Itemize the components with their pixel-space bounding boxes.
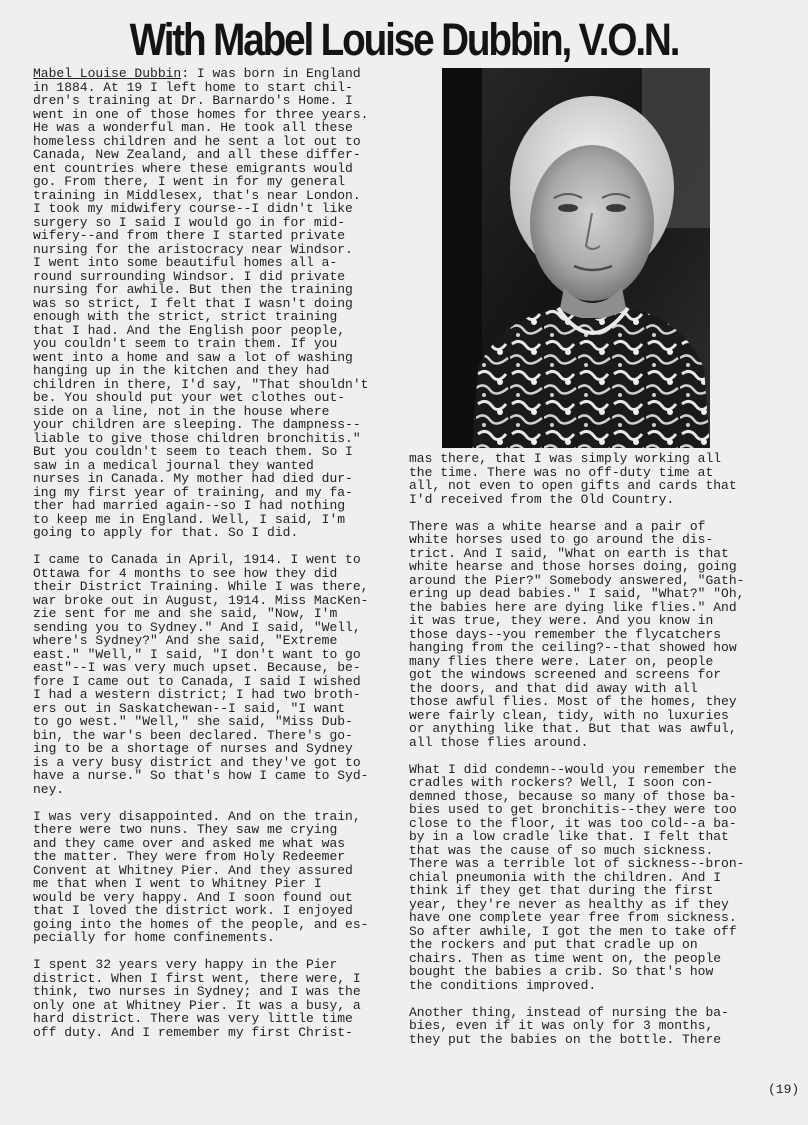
text-line: What I did condemn--would you remember the xyxy=(409,761,737,777)
text-line: or anything like that. But that was awful, xyxy=(409,721,737,736)
text-line: fore I came out to Canada, I said I wished xyxy=(33,673,361,689)
text-line: ing to be a shortage of nurses and Sydney xyxy=(33,741,353,756)
text-line: pecially for home confinements. xyxy=(33,930,275,945)
text-line: many flies there were. Later on, people xyxy=(409,653,714,669)
portrait-photo xyxy=(442,68,710,448)
text-line xyxy=(33,67,403,81)
text-line: have a nurse." So that's how I came to Syd- xyxy=(33,768,369,783)
text-line: There was a terrible lot of sickness--bron- xyxy=(409,856,745,871)
text-line: Ottawa for 4 months to see how they did xyxy=(33,565,338,581)
text-line: training in Middlesex, that's near London. xyxy=(33,187,361,203)
text-line: the conditions improved. xyxy=(409,977,597,993)
text-line: year, they're never as healthy as if they xyxy=(409,896,729,912)
text-line: would be very happy. And I soon found out xyxy=(33,889,353,905)
text-line: homeless children and he sent a lot out to xyxy=(33,133,361,149)
page-number: (19) xyxy=(768,1082,800,1097)
right-text-column xyxy=(409,452,789,1046)
text-line: zie sent for me and she said, "Now, I'm xyxy=(33,606,338,621)
text-line: Canada, New Zealand, and all these differ- xyxy=(33,147,361,162)
text-line: white horses used to go around the dis- xyxy=(409,532,714,547)
text-line: went into a home and saw a lot of washing xyxy=(33,349,353,365)
text-line: that was the cause of so much sickness. xyxy=(409,842,714,858)
text-line: wifery--and from there I started private xyxy=(33,228,346,243)
text-line: east"--I was very much upset. Because, be- xyxy=(33,660,361,675)
text-line: where's Sydney?" And she said, "Extreme xyxy=(33,633,338,648)
text-line: I went into some beautiful homes all a- xyxy=(33,255,338,270)
text-line-rest: : I was born in England xyxy=(181,66,361,81)
text-line: off duty. And I remember my first Christ- xyxy=(33,1024,353,1040)
text-line: mas there, that I was simply working all xyxy=(409,451,722,466)
text-line: cradles with rockers? Well, I soon con- xyxy=(409,775,714,790)
text-line: there were two nuns. They saw me crying xyxy=(33,822,338,837)
text-line: But you couldn't seem to teach them. So I xyxy=(33,444,353,459)
text-line: only one at Whitney Pier. It was a busy, a xyxy=(33,997,361,1013)
text-line: trict. And I said, "What on earth is that xyxy=(409,545,729,561)
text-line: those days--you remember the flycatchers xyxy=(409,626,722,642)
text-line: white hearse and those horses doing, going xyxy=(409,559,737,574)
text-line: surgery so I said I would go in for mid- xyxy=(33,214,346,230)
text-line: was so strict, I felt that I wasn't doing xyxy=(33,295,353,311)
text-line: got the windows screened and screens for xyxy=(409,667,722,682)
text-line: you couldn't seem to train them. If you xyxy=(33,336,338,351)
text-line: nursing for awhile. But then the training xyxy=(33,282,353,297)
text-line: and they came over and asked me what was xyxy=(33,835,346,851)
paragraph-break xyxy=(409,506,789,520)
text-line: the time. There was no off-duty time at xyxy=(409,464,714,480)
text-line: is a very busy district and they've got to xyxy=(33,754,361,770)
text-line: I spent 32 years very happy in the Pier xyxy=(33,957,338,972)
text-line: bought the babies a crib. So that's how xyxy=(409,964,714,979)
text-line: your children are sleeping. The dampness-- xyxy=(33,417,361,432)
text-line: think, two nurses in Sydney; and I was the xyxy=(33,984,361,999)
speaker-name: Mabel Louise Dubbin xyxy=(33,66,182,81)
text-line: hanging up in the kitchen and they had xyxy=(33,363,330,378)
text-line: that I had. And the English poor people, xyxy=(33,322,346,338)
text-line: bies, even if it was only for 3 months, xyxy=(409,1018,714,1033)
text-line: east." "Well," I said, "I don't want to go xyxy=(33,646,361,662)
text-line: going into the homes of the people, and es- xyxy=(33,916,369,932)
text-line: the babies here are dying like flies." And xyxy=(409,599,737,615)
text-line: So after awhile, I got the men to take off xyxy=(409,923,737,939)
text-line: those awful flies. Most of the homes, they xyxy=(409,694,737,709)
text-line: go. From there, I went in for my general xyxy=(33,174,346,189)
text-line: hard district. There was very little time xyxy=(33,1011,353,1026)
text-line: close to the floor, it was too cold--a ba- xyxy=(409,815,737,831)
text-line: I was very disappointed. And on the train, xyxy=(33,808,361,824)
text-line: ering up dead babies." I said, "What?" "Oh, xyxy=(409,586,745,601)
text-line: hanging from the ceiling?--that showed how xyxy=(409,640,737,655)
text-line: Convent at Whitney Pier. And they assured xyxy=(33,862,353,878)
paragraph-break xyxy=(409,749,789,763)
text-line: demned those, because so many of those ba- xyxy=(409,788,737,804)
paragraph-break xyxy=(33,796,403,810)
text-line: that I loved the district work. I enjoyed xyxy=(33,903,353,918)
text-line: all those flies around. xyxy=(409,734,589,750)
text-line: I came to Canada in April, 1914. I went to xyxy=(33,552,361,567)
text-line: it was true, they were. And you know in xyxy=(409,613,714,628)
text-line: ing my first year of training, and my fa- xyxy=(33,484,353,500)
text-line: bies used to get bronchitis--they were too xyxy=(409,802,737,817)
text-line: He was a wonderful man. He took all these xyxy=(33,120,353,135)
paragraph-break xyxy=(409,992,789,1006)
paragraph-break xyxy=(33,540,403,554)
text-line: the doors, and that did away with all xyxy=(409,680,698,696)
text-line: the rockers and put that cradle up on xyxy=(409,937,698,952)
text-line: ther had married again--so I had nothing xyxy=(33,498,346,513)
text-line: by in a low cradle like that. I felt that xyxy=(409,829,729,844)
text-line: ney. xyxy=(33,781,65,797)
text-line: There was a white hearse and a pair of xyxy=(409,518,706,534)
text-line: all, not even to open gifts and cards that xyxy=(409,478,737,493)
text-line: the matter. They were from Holy Redeemer xyxy=(33,849,346,864)
text-line: saw in a medical journal they wanted xyxy=(33,457,314,473)
text-line: sending you to Sydney." And I said, "Well, xyxy=(33,619,361,635)
text-line: dren's training at Dr. Barnardo's Home. I xyxy=(33,93,353,108)
text-line: round surrounding Windsor. I did private xyxy=(33,268,346,284)
text-line: liable to give those children bronchitis." xyxy=(33,430,361,446)
text-line: chairs. Then as time went on, the people xyxy=(409,950,722,966)
paragraph-break xyxy=(33,945,403,959)
text-line: to keep me in England. Well, I said, I'm xyxy=(33,511,346,527)
text-line: Another thing, instead of nursing the ba- xyxy=(409,1004,729,1020)
text-line: going to apply for that. So I did. xyxy=(33,525,299,540)
text-line: their District Training. While I was there, xyxy=(33,579,369,594)
text-line: I took my midwifery course--I didn't like xyxy=(33,201,353,216)
text-line: be. You should put your wet clothes out- xyxy=(33,390,346,405)
text-line: district. When I first went, there were, I xyxy=(33,970,361,986)
text-line: war broke out in August, 1914. Miss MacKen- xyxy=(33,592,369,608)
text-line: nursing for the aristocracy near Windsor. xyxy=(33,241,353,257)
text-line: bin, the war's been declared. There's go- xyxy=(33,727,353,743)
text-line: enough with the strict, strict training xyxy=(33,309,338,324)
page-title: With Mabel Louise Dubbin, V.O.N. xyxy=(129,14,679,65)
text-line: me that when I went to Whitney Pier I xyxy=(33,876,322,891)
text-line: side on a line, not in the house where xyxy=(33,403,330,419)
text-line: went in one of those homes for three years. xyxy=(33,106,369,122)
portrait-illustration xyxy=(442,68,710,448)
text-line: children in there, I'd say, "That shouldn't xyxy=(33,376,369,392)
text-line: to go west." "Well," she said, "Miss Dub- xyxy=(33,714,353,729)
text-line: I'd received from the Old Country. xyxy=(409,491,675,507)
text-line: nurses in Canada. My mother had died dur- xyxy=(33,471,353,486)
text-line: in 1884. At 19 I left home to start chil- xyxy=(33,79,353,95)
text-line: I had a western district; I had two broth- xyxy=(33,687,361,702)
text-line: have one complete year free from sickness. xyxy=(409,910,737,925)
text-line: ent countries where these emigrants would xyxy=(33,160,353,176)
text-line: around the Pier?" Somebody answered, "Gath- xyxy=(409,572,745,588)
text-line: think if they get that during the first xyxy=(409,883,714,898)
left-text-column xyxy=(33,67,403,1039)
text-line: they put the babies on the bottle. There xyxy=(409,1031,722,1047)
text-line: ers out in Saskatchewan--I said, "I want xyxy=(33,700,346,716)
text-line: were fairly clean, tidy, with no luxuries xyxy=(409,707,729,723)
text-line: chial pneumonia with the children. And I xyxy=(409,869,722,885)
